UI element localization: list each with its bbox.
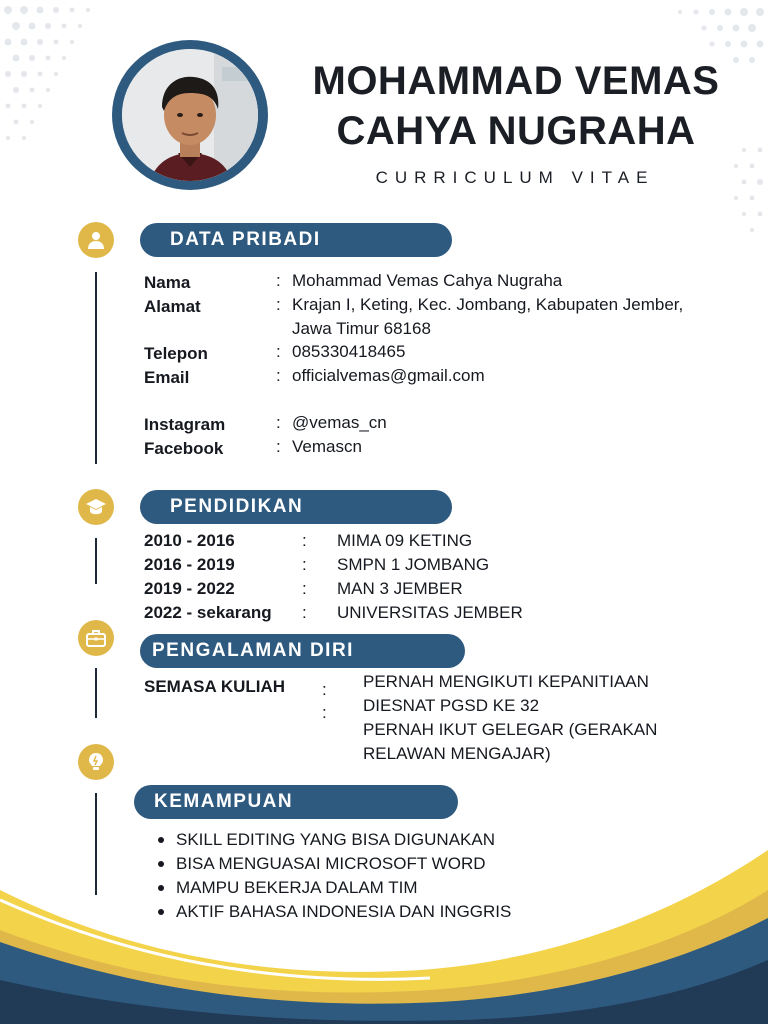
name-line-2: CAHYA NUGRAHA: [336, 109, 696, 153]
colon: :: [276, 295, 281, 314]
experience-line: RELAWAN MENGAJAR): [363, 744, 551, 763]
address-line-2: Jawa Timur 68168: [292, 319, 431, 338]
section-header-education: PENDIDIKAN: [140, 490, 452, 524]
instagram-value: @vemas_cn: [292, 413, 387, 432]
education-years: 2016 - 2019: [144, 555, 235, 574]
document-subtitle: CURRICULUM VITAE: [375, 168, 655, 187]
section-header-skills: KEMAMPUAN: [134, 785, 458, 819]
name-label: Nama: [144, 273, 191, 292]
skill-text: SKILL EDITING YANG BISA DIGUNAKAN: [176, 830, 495, 849]
experience-label: SEMASA KULIAH: [144, 677, 286, 696]
candidate-name: [282, 56, 750, 156]
experience-line: DIESNAT PGSD KE 32: [363, 696, 540, 715]
name-value: Mohammad Vemas Cahya Nugraha: [292, 271, 563, 290]
education-school: MIMA 09 KETING: [337, 531, 473, 550]
user-icon: [78, 222, 114, 258]
section-header-experience: PENGALAMAN DIRI: [140, 634, 465, 668]
profile-photo: [122, 49, 258, 181]
address-line-1: Krajan I, Keting, Kec. Jombang, Kabupaten Jember,: [292, 295, 684, 314]
email-label: Email: [144, 368, 190, 387]
skill-text: BISA MENGUASAI MICROSOFT WORD: [176, 854, 486, 873]
education-school: UNIVERSITAS JEMBER: [337, 603, 523, 622]
colon: :: [276, 271, 281, 290]
colon: :: [302, 531, 307, 550]
briefcase-icon: [78, 620, 114, 656]
facebook-value: Vemascn: [292, 437, 362, 456]
decorative-waves: [0, 830, 768, 1024]
colon: :: [276, 342, 281, 361]
phone-label: Telepon: [144, 344, 208, 363]
colon: :: [276, 413, 281, 432]
skill-text: MAMPU BEKERJA DALAM TIM: [176, 878, 418, 897]
timeline-line: [95, 668, 97, 718]
facebook-label: Facebook: [144, 439, 224, 458]
section-header-personal: DATA PRIBADI: [140, 223, 452, 257]
instagram-label: Instagram: [144, 415, 226, 434]
graduation-cap-icon: [78, 489, 114, 525]
name-line-1: MOHAMMAD VEMAS: [312, 59, 720, 103]
colon: :: [302, 579, 307, 598]
experience-line: PERNAH IKUT GELEGAR (GERAKAN: [363, 720, 658, 739]
colon: :: [322, 680, 327, 699]
education-school: SMPN 1 JOMBANG: [337, 555, 490, 574]
address-label: Alamat: [144, 297, 201, 316]
timeline-line: [95, 538, 97, 584]
lightbulb-icon: [78, 744, 114, 780]
email-value: officialvemas@gmail.com: [292, 366, 485, 385]
colon: :: [276, 366, 281, 385]
education-years: 2019 - 2022: [144, 579, 235, 598]
colon: :: [322, 703, 327, 722]
colon: :: [302, 555, 307, 574]
skill-text: AKTIF BAHASA INDONESIA DAN INGGRIS: [176, 902, 512, 921]
education-years: 2022 - sekarang: [144, 603, 272, 622]
timeline-line: [95, 272, 97, 464]
profile-photo-frame: [112, 40, 268, 190]
experience-line: PERNAH MENGIKUTI KEPANITIAAN: [363, 672, 649, 691]
education-years: 2010 - 2016: [144, 531, 235, 550]
colon: :: [276, 437, 281, 456]
colon: :: [302, 603, 307, 622]
education-school: MAN 3 JEMBER: [337, 579, 463, 598]
phone-value: 085330418465: [292, 342, 406, 361]
